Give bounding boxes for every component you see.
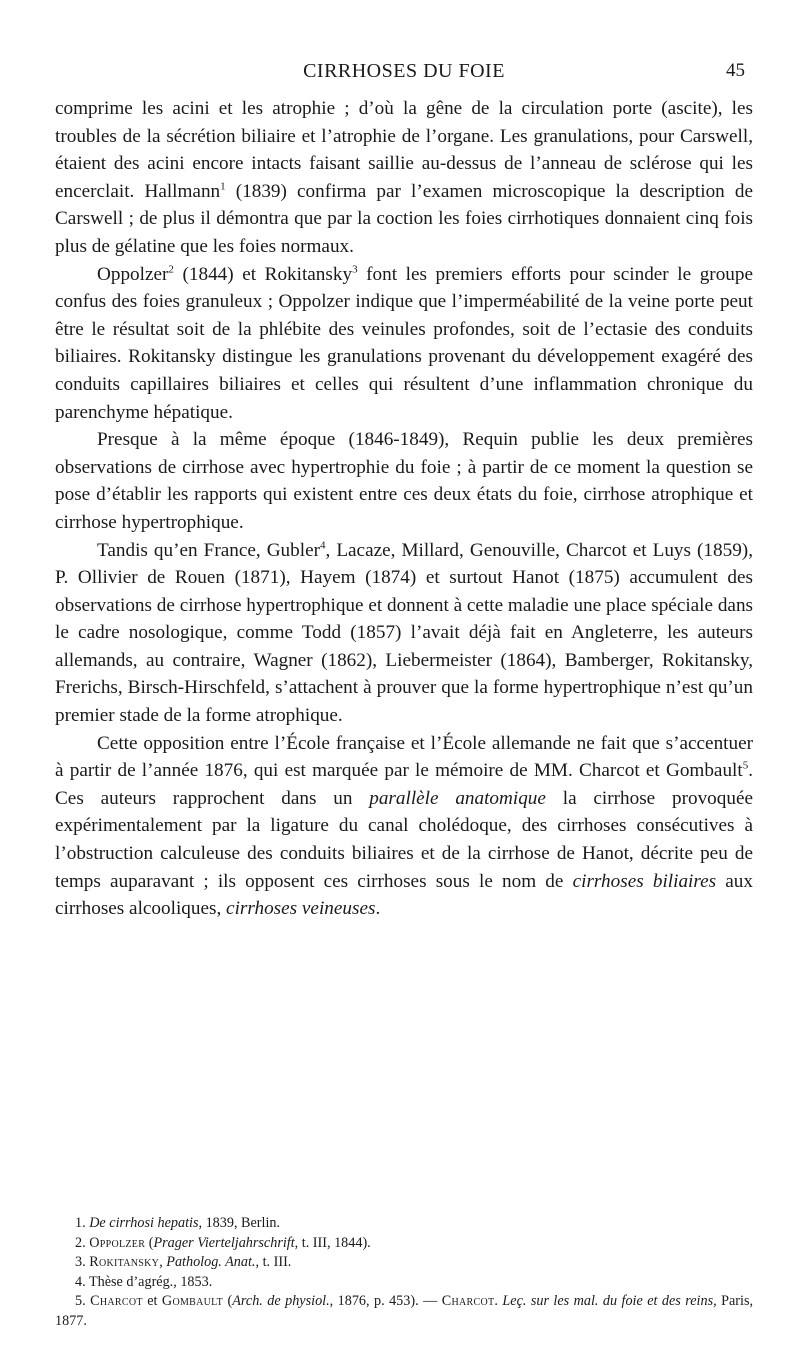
text-run: comprime les acini et les atrophie ; d’où la gêne de la circulation porte (ascite), les troubles de la sécrétion biliaire et l’atrophie de l’organe. Les granulations, pour Carswell, étaient des acini encore intacts faisant saillie au-dessus de l’anneau de sclérose qui les encerclait. Hallmann: [55, 98, 753, 202]
footnote-2: [55, 1234, 753, 1254]
citation-detail: , 1839, Berlin.: [198, 1215, 281, 1231]
citation-author: Charcot: [90, 1293, 143, 1309]
text-run: Cette opposition entre l’École française et l’École allemande ne fait que s’accentuer à partir de l’année 1876, qui est marquée par le mémoire de MM. Charcot et Gombault: [55, 732, 753, 782]
paragraph-1: [55, 95, 753, 261]
citation-author: Charcot: [441, 1293, 495, 1309]
footnote-3: [55, 1253, 753, 1273]
footnote-list: [55, 1214, 753, 1331]
footnote-ref-1: 1: [220, 180, 226, 193]
citation-title: Arch. de physiol.: [232, 1293, 330, 1309]
citation-title: Leç. sur les mal. du foie et des reins: [502, 1293, 714, 1309]
text-run: font les premiers efforts pour scinder le groupe confus des foies granuleux ; Oppolzer indique que l’imperméabilité de la veine porte peut être le résultat soit de la phlébite des veinules profondes, soit de l’ectasie des conduits biliaires. Rokitansky distingue les granulations provenant du développement exagéré des conduits capillaires biliaires et celles qui résultent d’une inflammation chronique du parenchyme hépatique.: [55, 263, 753, 423]
citation-detail: , Paris, 1877.: [55, 1293, 754, 1329]
footnote-number: 2.: [75, 1234, 90, 1251]
footnote-number: 5.: [75, 1293, 91, 1309]
paragraph-4: [55, 537, 753, 730]
emphasis: cirrhoses biliaires: [572, 870, 717, 892]
paragraph-5: [55, 730, 753, 923]
text-run: , Lacaze, Millard, Genouville, Charcot et Luys (1859), P. Ollivier de Rouen (1871), Hayem (1874) et surtout Hanot (1875) accumulent des observations de cirrhose hypertrophique et donnent à cette maladie une place spéciale dans le cadre nosologique, comme Todd (1857) l’avait déjà fait en Angleterre, les auteurs allemands, au contraire, Wagner (1862), Liebermeister (1864), Bamberger, Rokitansky, Frerichs, Birsch-Hirschfeld, s’attachent à prouver que la forme hypertrophique n’est qu’un premier stade de la forme atrophique.: [55, 539, 753, 727]
footnote-number: 4.: [75, 1273, 89, 1290]
page-number: 45: [726, 60, 745, 81]
citation-detail: ,: [159, 1254, 167, 1270]
citation-detail: .: [494, 1293, 503, 1309]
book-page: [55, 0, 753, 1345]
citation-title: Patholog. Anat.: [166, 1254, 256, 1270]
citation-detail: et: [142, 1293, 162, 1309]
footnote-number: 1.: [75, 1215, 90, 1231]
footnote-ref-2: 2: [168, 263, 174, 276]
running-title: CIRRHOSES DU FOIE: [303, 60, 505, 82]
text-run: aux cirrhoses alcooliques,: [55, 870, 753, 920]
citation-detail: , t. III.: [255, 1254, 292, 1270]
paragraph-3: Presque à la même époque (1846-1849), Requin publie les deux premières observations de cirrhose avec hypertrophie du foie ; à partir de ce moment la question se pose d’établir les rapports qui existent entre ces deux états du foie, cirrhose atrophique et cirrhose hypertrophique.: [55, 429, 753, 533]
citation-author: Oppolzer: [89, 1234, 146, 1251]
citation-detail: Thèse d’agrég., 1853.: [88, 1273, 213, 1290]
citation-title: De cirrhosi hepatis: [89, 1215, 199, 1231]
footnote-ref-4: 4: [319, 539, 326, 552]
emphasis: parallèle anatomique: [369, 787, 546, 809]
footnote-ref-3: 3: [352, 263, 358, 276]
citation-detail: , 1876, p. 453). —: [329, 1293, 442, 1309]
text-run: Tandis qu’en France, Gubler: [97, 539, 320, 561]
footnote-5: [55, 1292, 753, 1331]
footnotes: [55, 1214, 753, 1331]
text-run: Oppolzer: [97, 263, 169, 285]
body-text: [55, 95, 753, 923]
footnote-1: [55, 1214, 753, 1234]
citation-title: Prager Vierteljahrschrift: [153, 1234, 295, 1251]
citation-detail: , t. III, 1844).: [294, 1234, 371, 1251]
citation-detail: (: [223, 1293, 233, 1309]
citation-author: Rokitansky: [89, 1254, 160, 1270]
text-run: (1839) confirma par l’examen microscopique la description de Carswell ; de plus il démontra que par la coction les foies cirrhotiques donnaient cinq fois plus de gélatine que les foies normaux.: [55, 180, 753, 257]
text-run: (1844) et Rokitansky: [173, 263, 353, 285]
text-run: la cirrhose provoquée expérimentalement par la ligature du canal cholédoque, des cirrhoses consécutives à l’obstruction calculeuse des conduits biliaires et de la cirrhose de Hanot, décrite peu de temps auparavant ; ils opposent ces cirrhoses sous le nom de: [55, 787, 753, 892]
paragraph-2: [55, 261, 753, 427]
text-run: . Ces auteurs rapprochent dans un: [55, 760, 753, 809]
running-head: [55, 60, 753, 90]
citation-author: Gombault: [161, 1293, 224, 1309]
text-run: .: [375, 898, 381, 920]
footnote-number: 3.: [75, 1254, 90, 1270]
footnote-4: [55, 1273, 753, 1293]
emphasis: cirrhoses veineuses: [226, 898, 376, 920]
citation-detail: (: [145, 1234, 154, 1251]
footnote-ref-5: 5: [742, 759, 749, 772]
